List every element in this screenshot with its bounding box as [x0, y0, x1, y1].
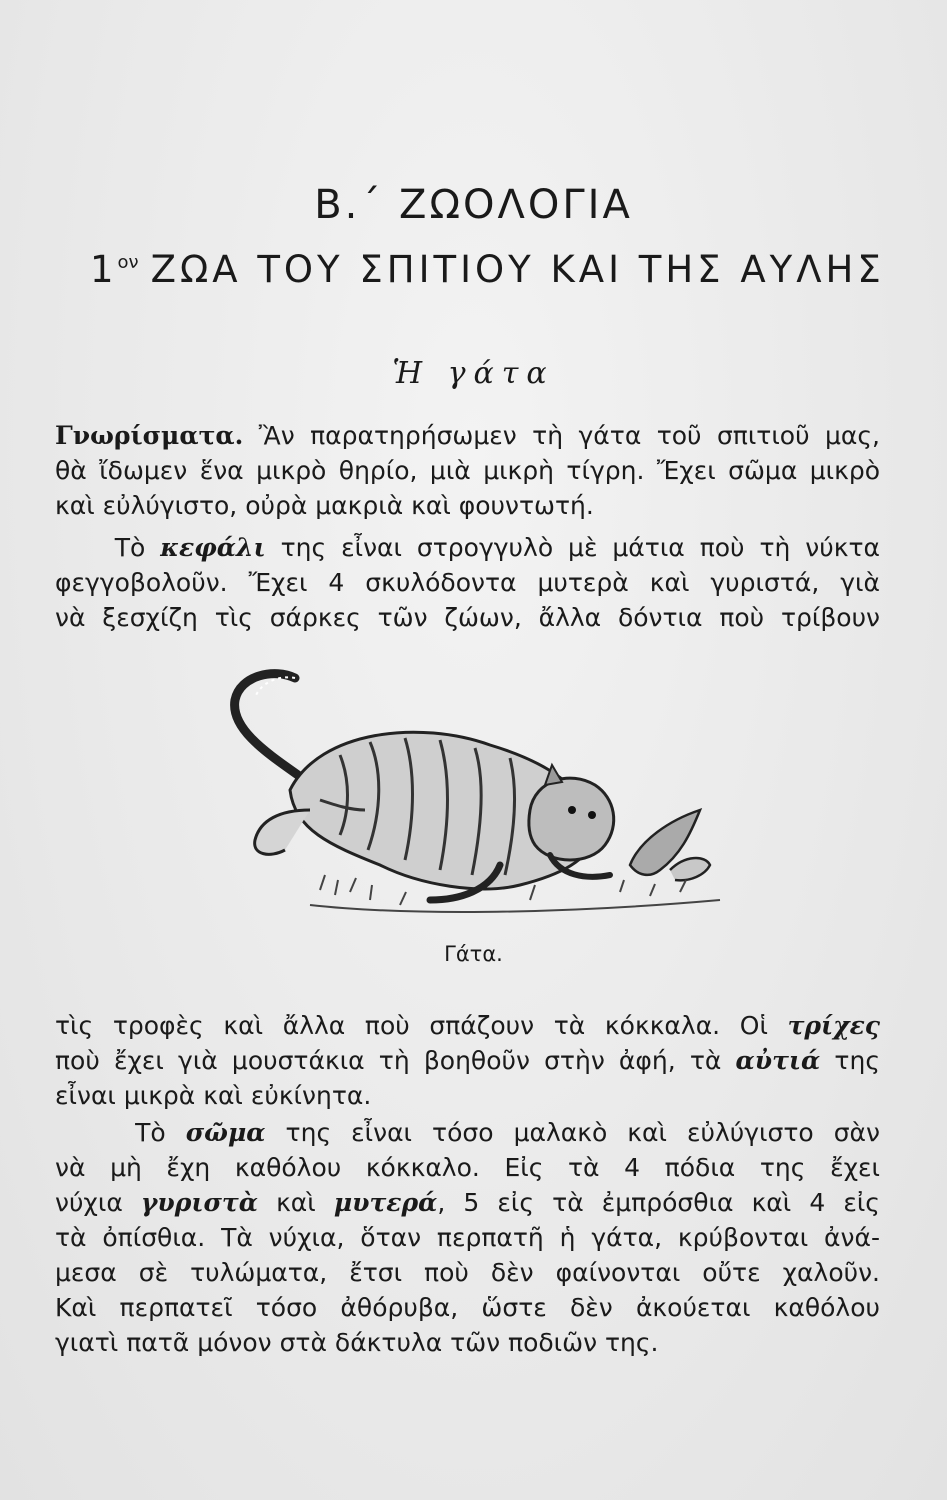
text-line: ποὺ ἔχει γιὰ μουστάκια τὴ βοηθοῦν στὴν ἀφή, τὰ αὐτιά της	[55, 1046, 880, 1075]
emphasis-term: μυτερά	[333, 1188, 438, 1217]
text-line: Καὶ περπατεῖ τόσο ἀθόρυβα, ὥστε δὲν ἀκούεται καθόλου	[55, 1293, 880, 1322]
text-line: θὰ ἴδωμεν ἕνα μικρὸ θηρίο, μιὰ μικρὴ τίγρη. Ἔχει σῶμα μικρὸ	[55, 456, 880, 485]
text-line: φεγγοβολοῦν. Ἔχει 4 σκυλόδοντα μυτερὰ καὶ γυριστά, γιὰ	[55, 568, 880, 597]
text-line: Τὸ σῶμα της εἶναι τόσο μαλακὸ καὶ εὐλύγιστο σὰν	[135, 1118, 880, 1147]
lesson-title: Ἡ γάτα	[392, 356, 555, 391]
text-line: γιατὶ πατᾶ μόνον στὰ δάκτυλα τῶν ποδιῶν της.	[55, 1328, 659, 1357]
emphasis-term: γυριστὰ	[140, 1188, 258, 1217]
cat-tail	[235, 674, 305, 780]
lead-term: Γνωρίσματα.	[55, 421, 244, 450]
chapter-number: 1	[90, 248, 118, 291]
chapter-title: ΖΩΑ ΤΟΥ ΣΠΙΤΙΟΥ ΚΑΙ ΤΗΣ ΑΥΛΗΣ	[150, 248, 885, 291]
emphasis-term: σῶμα	[185, 1118, 266, 1147]
text-line: νύχια γυριστὰ καὶ μυτερά, 5 εἰς τὰ ἐμπρόσθια καὶ 4 εἰς	[55, 1188, 880, 1217]
section-title: Β.΄ ΖΩΟΛΟΓΙΑ	[314, 182, 633, 228]
text-line: μεσα σὲ τυλώματα, ἔτσι ποὺ δὲν φαίνονται οὔτε χαλοῦν.	[55, 1258, 880, 1287]
emphasis-term: τρίχες	[787, 1011, 880, 1040]
cat-illustration	[200, 660, 740, 940]
chapter-number-suffix: ον	[117, 252, 139, 273]
text-line: Τὸ κεφάλι της εἶναι στρογγυλὸ μὲ μάτια ποὺ τὴ νύκτα	[114, 533, 880, 562]
text-line: τὶς τροφὲς καὶ ἄλλα ποὺ σπάζουν τὰ κόκκαλα. Οἱ τρίχες	[55, 1011, 880, 1040]
figure-caption: Γάτα.	[444, 942, 503, 966]
cat-hind-leg	[255, 810, 310, 854]
text-line: καὶ εὐλύγιστο, οὐρὰ μακριὰ καὶ φουντωτή.	[55, 491, 594, 520]
text-line: τὰ ὀπίσθια. Τὰ νύχια, ὅταν περπατῆ ἡ γάτα, κρύβονται ἀνά-	[55, 1223, 880, 1252]
text-line: Γνωρίσματα. Ἂν παρατηρήσωμεν τὴ γάτα τοῦ σπιτιοῦ μας,	[55, 421, 880, 450]
chapter-heading	[90, 248, 885, 291]
text-line: νὰ μὴ ἔχη καθόλου κόκκαλο. Εἰς τὰ 4 πόδια της ἔχει	[55, 1153, 880, 1182]
emphasis-term: κεφάλι	[160, 533, 266, 562]
text-line: νὰ ξεσχίζη τὶς σάρκες τῶν ζώων, ἄλλα δόντια ποὺ τρίβουν	[55, 603, 880, 632]
body-paragraph	[55, 1115, 880, 1360]
continued-paragraph	[55, 1008, 880, 1113]
text-line: εἶναι μικρὰ καὶ εὐκίνητα.	[55, 1081, 372, 1110]
head-paragraph	[55, 530, 880, 635]
intro-paragraph	[55, 418, 880, 523]
cat-head	[529, 778, 614, 860]
emphasis-term: αὐτιά	[735, 1046, 821, 1075]
